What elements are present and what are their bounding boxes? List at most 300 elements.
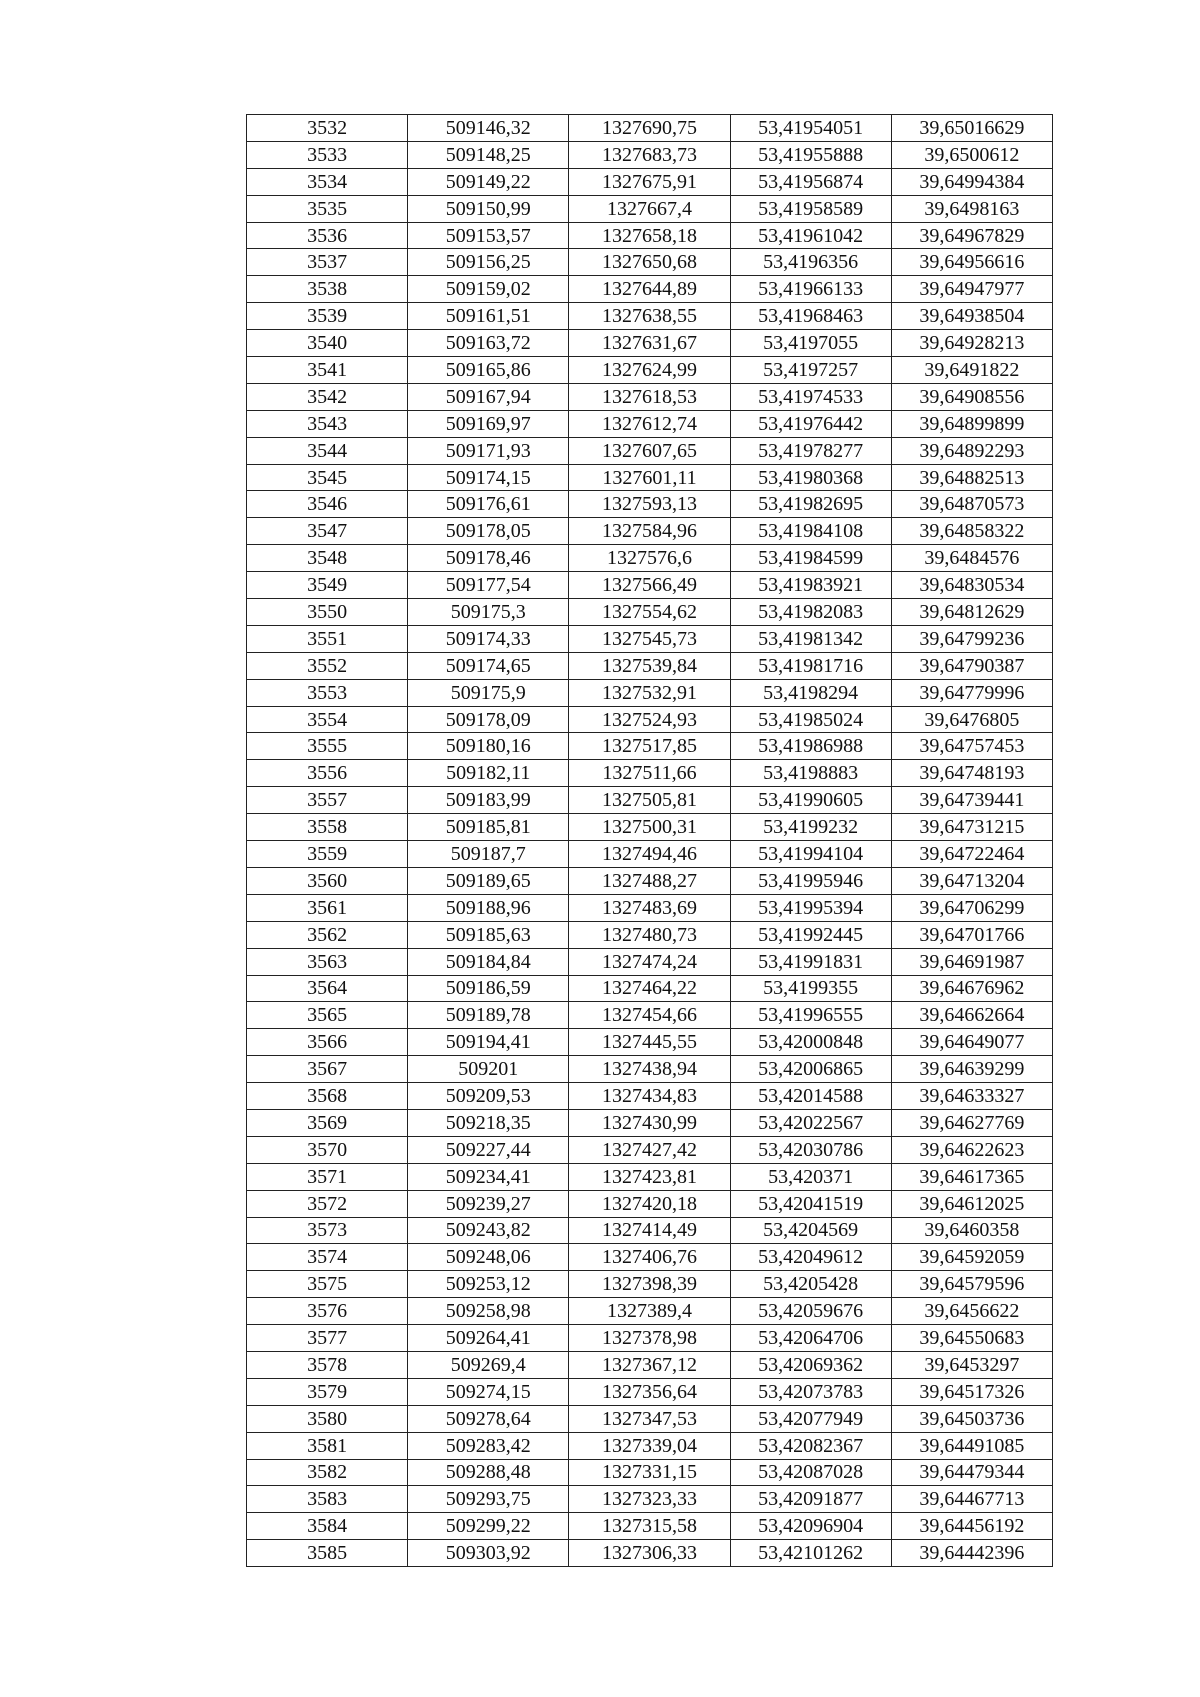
longitude-cell: 39,64691987 (891, 948, 1052, 975)
point-number-cell: 3570 (247, 1136, 408, 1163)
x-coordinate-cell: 509243,82 (408, 1217, 569, 1244)
point-number-cell: 3537 (247, 249, 408, 276)
y-coordinate-cell: 1327323,33 (569, 1486, 730, 1513)
y-coordinate-cell: 1327618,53 (569, 383, 730, 410)
longitude-cell: 39,64479344 (891, 1459, 1052, 1486)
point-number-cell: 3556 (247, 760, 408, 787)
point-number-cell: 3585 (247, 1540, 408, 1567)
point-number-cell: 3571 (247, 1163, 408, 1190)
x-coordinate-cell: 509299,22 (408, 1513, 569, 1540)
y-coordinate-cell: 1327624,99 (569, 357, 730, 384)
x-coordinate-cell: 509159,02 (408, 276, 569, 303)
point-number-cell: 3539 (247, 303, 408, 330)
latitude-cell: 53,41968463 (730, 303, 891, 330)
x-coordinate-cell: 509163,72 (408, 330, 569, 357)
y-coordinate-cell: 1327315,58 (569, 1513, 730, 1540)
longitude-cell: 39,64928213 (891, 330, 1052, 357)
point-number-cell: 3538 (247, 276, 408, 303)
table-row (247, 1163, 1053, 1190)
table-row (247, 1190, 1053, 1217)
longitude-cell: 39,64612025 (891, 1190, 1052, 1217)
longitude-cell: 39,64956616 (891, 249, 1052, 276)
x-coordinate-cell: 509171,93 (408, 437, 569, 464)
point-number-cell: 3567 (247, 1056, 408, 1083)
table-row (247, 1459, 1053, 1486)
longitude-cell: 39,64947977 (891, 276, 1052, 303)
y-coordinate-cell: 1327500,31 (569, 814, 730, 841)
y-coordinate-cell: 1327650,68 (569, 249, 730, 276)
table-row (247, 1029, 1053, 1056)
point-number-cell: 3561 (247, 894, 408, 921)
y-coordinate-cell: 1327554,62 (569, 599, 730, 626)
x-coordinate-cell: 509269,4 (408, 1351, 569, 1378)
latitude-cell: 53,41984108 (730, 518, 891, 545)
table-row (247, 1378, 1053, 1405)
point-number-cell: 3573 (247, 1217, 408, 1244)
point-number-cell: 3545 (247, 464, 408, 491)
table-row (247, 841, 1053, 868)
x-coordinate-cell: 509248,06 (408, 1244, 569, 1271)
table-row (247, 921, 1053, 948)
latitude-cell: 53,42091877 (730, 1486, 891, 1513)
table-row (247, 1083, 1053, 1110)
latitude-cell: 53,4199232 (730, 814, 891, 841)
point-number-cell: 3541 (247, 357, 408, 384)
table-row (247, 1244, 1053, 1271)
y-coordinate-cell: 1327430,99 (569, 1109, 730, 1136)
x-coordinate-cell: 509153,57 (408, 222, 569, 249)
table-row (247, 1540, 1053, 1567)
table-row (247, 222, 1053, 249)
x-coordinate-cell: 509253,12 (408, 1271, 569, 1298)
x-coordinate-cell: 509283,42 (408, 1432, 569, 1459)
latitude-cell: 53,4205428 (730, 1271, 891, 1298)
x-coordinate-cell: 509178,09 (408, 706, 569, 733)
y-coordinate-cell: 1327612,74 (569, 410, 730, 437)
latitude-cell: 53,41994104 (730, 841, 891, 868)
latitude-cell: 53,4196356 (730, 249, 891, 276)
table-row (247, 518, 1053, 545)
latitude-cell: 53,41995394 (730, 894, 891, 921)
latitude-cell: 53,42030786 (730, 1136, 891, 1163)
latitude-cell: 53,41983921 (730, 572, 891, 599)
y-coordinate-cell: 1327644,89 (569, 276, 730, 303)
x-coordinate-cell: 509258,98 (408, 1298, 569, 1325)
y-coordinate-cell: 1327454,66 (569, 1002, 730, 1029)
table-row (247, 1298, 1053, 1325)
y-coordinate-cell: 1327607,65 (569, 437, 730, 464)
table-row (247, 1136, 1053, 1163)
point-number-cell: 3546 (247, 491, 408, 518)
y-coordinate-cell: 1327339,04 (569, 1432, 730, 1459)
latitude-cell: 53,4198294 (730, 679, 891, 706)
table-row (247, 814, 1053, 841)
x-coordinate-cell: 509178,46 (408, 545, 569, 572)
y-coordinate-cell: 1327505,81 (569, 787, 730, 814)
coordinates-table (246, 114, 1053, 1567)
longitude-cell: 39,64799236 (891, 625, 1052, 652)
y-coordinate-cell: 1327517,85 (569, 733, 730, 760)
longitude-cell: 39,64676962 (891, 975, 1052, 1002)
y-coordinate-cell: 1327306,33 (569, 1540, 730, 1567)
point-number-cell: 3565 (247, 1002, 408, 1029)
latitude-cell: 53,4197257 (730, 357, 891, 384)
table-row (247, 276, 1053, 303)
point-number-cell: 3569 (247, 1109, 408, 1136)
x-coordinate-cell: 509201 (408, 1056, 569, 1083)
table-row (247, 410, 1053, 437)
point-number-cell: 3549 (247, 572, 408, 599)
y-coordinate-cell: 1327423,81 (569, 1163, 730, 1190)
latitude-cell: 53,42082367 (730, 1432, 891, 1459)
longitude-cell: 39,64649077 (891, 1029, 1052, 1056)
x-coordinate-cell: 509175,9 (408, 679, 569, 706)
point-number-cell: 3553 (247, 679, 408, 706)
latitude-cell: 53,41978277 (730, 437, 891, 464)
table-row (247, 760, 1053, 787)
latitude-cell: 53,42101262 (730, 1540, 891, 1567)
latitude-cell: 53,42049612 (730, 1244, 891, 1271)
latitude-cell: 53,41991831 (730, 948, 891, 975)
x-coordinate-cell: 509178,05 (408, 518, 569, 545)
latitude-cell: 53,41966133 (730, 276, 891, 303)
table-row (247, 733, 1053, 760)
y-coordinate-cell: 1327434,83 (569, 1083, 730, 1110)
y-coordinate-cell: 1327389,4 (569, 1298, 730, 1325)
y-coordinate-cell: 1327593,13 (569, 491, 730, 518)
longitude-cell: 39,64994384 (891, 168, 1052, 195)
x-coordinate-cell: 509175,3 (408, 599, 569, 626)
longitude-cell: 39,6476805 (891, 706, 1052, 733)
latitude-cell: 53,41985024 (730, 706, 891, 733)
latitude-cell: 53,41980368 (730, 464, 891, 491)
point-number-cell: 3550 (247, 599, 408, 626)
y-coordinate-cell: 1327438,94 (569, 1056, 730, 1083)
x-coordinate-cell: 509165,86 (408, 357, 569, 384)
y-coordinate-cell: 1327584,96 (569, 518, 730, 545)
y-coordinate-cell: 1327331,15 (569, 1459, 730, 1486)
y-coordinate-cell: 1327378,98 (569, 1325, 730, 1352)
y-coordinate-cell: 1327483,69 (569, 894, 730, 921)
longitude-cell: 39,64633327 (891, 1083, 1052, 1110)
point-number-cell: 3574 (247, 1244, 408, 1271)
latitude-cell: 53,41958589 (730, 195, 891, 222)
point-number-cell: 3543 (247, 410, 408, 437)
x-coordinate-cell: 509264,41 (408, 1325, 569, 1352)
point-number-cell: 3584 (247, 1513, 408, 1540)
longitude-cell: 39,64967829 (891, 222, 1052, 249)
latitude-cell: 53,420371 (730, 1163, 891, 1190)
longitude-cell: 39,64779996 (891, 679, 1052, 706)
x-coordinate-cell: 509194,41 (408, 1029, 569, 1056)
y-coordinate-cell: 1327545,73 (569, 625, 730, 652)
longitude-cell: 39,64627769 (891, 1109, 1052, 1136)
longitude-cell: 39,6500612 (891, 141, 1052, 168)
table-row (247, 787, 1053, 814)
point-number-cell: 3551 (247, 625, 408, 652)
y-coordinate-cell: 1327464,22 (569, 975, 730, 1002)
longitude-cell: 39,64517326 (891, 1378, 1052, 1405)
table-row (247, 1056, 1053, 1083)
point-number-cell: 3536 (247, 222, 408, 249)
x-coordinate-cell: 509188,96 (408, 894, 569, 921)
latitude-cell: 53,41982083 (730, 599, 891, 626)
y-coordinate-cell: 1327406,76 (569, 1244, 730, 1271)
longitude-cell: 39,64790387 (891, 652, 1052, 679)
point-number-cell: 3575 (247, 1271, 408, 1298)
y-coordinate-cell: 1327356,64 (569, 1378, 730, 1405)
longitude-cell: 39,64830534 (891, 572, 1052, 599)
longitude-cell: 39,64812629 (891, 599, 1052, 626)
latitude-cell: 53,41954051 (730, 115, 891, 142)
y-coordinate-cell: 1327566,49 (569, 572, 730, 599)
table-row (247, 1432, 1053, 1459)
point-number-cell: 3566 (247, 1029, 408, 1056)
longitude-cell: 39,64908556 (891, 383, 1052, 410)
y-coordinate-cell: 1327667,4 (569, 195, 730, 222)
latitude-cell: 53,41986988 (730, 733, 891, 760)
point-number-cell: 3544 (247, 437, 408, 464)
latitude-cell: 53,41961042 (730, 222, 891, 249)
longitude-cell: 39,6456622 (891, 1298, 1052, 1325)
latitude-cell: 53,41955888 (730, 141, 891, 168)
latitude-cell: 53,42064706 (730, 1325, 891, 1352)
table-row (247, 706, 1053, 733)
latitude-cell: 53,42014588 (730, 1083, 891, 1110)
y-coordinate-cell: 1327427,42 (569, 1136, 730, 1163)
latitude-cell: 53,4204569 (730, 1217, 891, 1244)
point-number-cell: 3535 (247, 195, 408, 222)
x-coordinate-cell: 509288,48 (408, 1459, 569, 1486)
table-row (247, 625, 1053, 652)
longitude-cell: 39,64467713 (891, 1486, 1052, 1513)
longitude-cell: 39,64882513 (891, 464, 1052, 491)
latitude-cell: 53,42096904 (730, 1513, 891, 1540)
longitude-cell: 39,64617365 (891, 1163, 1052, 1190)
longitude-cell: 39,65016629 (891, 115, 1052, 142)
table-row (247, 168, 1053, 195)
x-coordinate-cell: 509149,22 (408, 168, 569, 195)
latitude-cell: 53,41956874 (730, 168, 891, 195)
table-row (247, 115, 1053, 142)
longitude-cell: 39,64592059 (891, 1244, 1052, 1271)
x-coordinate-cell: 509169,97 (408, 410, 569, 437)
point-number-cell: 3576 (247, 1298, 408, 1325)
longitude-cell: 39,6498163 (891, 195, 1052, 222)
x-coordinate-cell: 509174,65 (408, 652, 569, 679)
y-coordinate-cell: 1327631,67 (569, 330, 730, 357)
point-number-cell: 3559 (247, 841, 408, 868)
latitude-cell: 53,41974533 (730, 383, 891, 410)
x-coordinate-cell: 509156,25 (408, 249, 569, 276)
table-row (247, 679, 1053, 706)
point-number-cell: 3562 (247, 921, 408, 948)
x-coordinate-cell: 509174,15 (408, 464, 569, 491)
y-coordinate-cell: 1327683,73 (569, 141, 730, 168)
table-row (247, 1513, 1053, 1540)
latitude-cell: 53,41981716 (730, 652, 891, 679)
table-row (247, 1325, 1053, 1352)
x-coordinate-cell: 509150,99 (408, 195, 569, 222)
latitude-cell: 53,42022567 (730, 1109, 891, 1136)
table-row (247, 464, 1053, 491)
longitude-cell: 39,64892293 (891, 437, 1052, 464)
x-coordinate-cell: 509185,81 (408, 814, 569, 841)
x-coordinate-cell: 509182,11 (408, 760, 569, 787)
y-coordinate-cell: 1327690,75 (569, 115, 730, 142)
table-row (247, 357, 1053, 384)
point-number-cell: 3582 (247, 1459, 408, 1486)
table-row (247, 303, 1053, 330)
longitude-cell: 39,64491085 (891, 1432, 1052, 1459)
point-number-cell: 3554 (247, 706, 408, 733)
x-coordinate-cell: 509148,25 (408, 141, 569, 168)
longitude-cell: 39,64622623 (891, 1136, 1052, 1163)
y-coordinate-cell: 1327420,18 (569, 1190, 730, 1217)
y-coordinate-cell: 1327367,12 (569, 1351, 730, 1378)
table-row (247, 572, 1053, 599)
table-row (247, 491, 1053, 518)
longitude-cell: 39,6484576 (891, 545, 1052, 572)
y-coordinate-cell: 1327539,84 (569, 652, 730, 679)
x-coordinate-cell: 509239,27 (408, 1190, 569, 1217)
x-coordinate-cell: 509180,16 (408, 733, 569, 760)
table-row (247, 1002, 1053, 1029)
latitude-cell: 53,42087028 (730, 1459, 891, 1486)
longitude-cell: 39,64701766 (891, 921, 1052, 948)
table-row (247, 652, 1053, 679)
table-row (247, 1271, 1053, 1298)
longitude-cell: 39,64870573 (891, 491, 1052, 518)
longitude-cell: 39,64639299 (891, 1056, 1052, 1083)
latitude-cell: 53,42059676 (730, 1298, 891, 1325)
y-coordinate-cell: 1327480,73 (569, 921, 730, 948)
x-coordinate-cell: 509234,41 (408, 1163, 569, 1190)
longitude-cell: 39,6460358 (891, 1217, 1052, 1244)
table-row (247, 599, 1053, 626)
y-coordinate-cell: 1327414,49 (569, 1217, 730, 1244)
latitude-cell: 53,42000848 (730, 1029, 891, 1056)
x-coordinate-cell: 509185,63 (408, 921, 569, 948)
point-number-cell: 3555 (247, 733, 408, 760)
latitude-cell: 53,4198883 (730, 760, 891, 787)
longitude-cell: 39,64503736 (891, 1405, 1052, 1432)
table-row (247, 975, 1053, 1002)
point-number-cell: 3579 (247, 1378, 408, 1405)
table-row (247, 867, 1053, 894)
x-coordinate-cell: 509161,51 (408, 303, 569, 330)
x-coordinate-cell: 509209,53 (408, 1083, 569, 1110)
x-coordinate-cell: 509189,65 (408, 867, 569, 894)
longitude-cell: 39,64550683 (891, 1325, 1052, 1352)
table-row (247, 141, 1053, 168)
latitude-cell: 53,41982695 (730, 491, 891, 518)
longitude-cell: 39,64757453 (891, 733, 1052, 760)
table-row (247, 437, 1053, 464)
point-number-cell: 3552 (247, 652, 408, 679)
point-number-cell: 3568 (247, 1083, 408, 1110)
point-number-cell: 3547 (247, 518, 408, 545)
table-row (247, 1109, 1053, 1136)
longitude-cell: 39,6491822 (891, 357, 1052, 384)
x-coordinate-cell: 509177,54 (408, 572, 569, 599)
x-coordinate-cell: 509227,44 (408, 1136, 569, 1163)
point-number-cell: 3577 (247, 1325, 408, 1352)
x-coordinate-cell: 509187,7 (408, 841, 569, 868)
table-row (247, 330, 1053, 357)
x-coordinate-cell: 509176,61 (408, 491, 569, 518)
longitude-cell: 39,64748193 (891, 760, 1052, 787)
y-coordinate-cell: 1327488,27 (569, 867, 730, 894)
point-number-cell: 3560 (247, 867, 408, 894)
latitude-cell: 53,4199355 (730, 975, 891, 1002)
latitude-cell: 53,4197055 (730, 330, 891, 357)
point-number-cell: 3578 (247, 1351, 408, 1378)
y-coordinate-cell: 1327347,53 (569, 1405, 730, 1432)
point-number-cell: 3572 (247, 1190, 408, 1217)
x-coordinate-cell: 509293,75 (408, 1486, 569, 1513)
point-number-cell: 3534 (247, 168, 408, 195)
latitude-cell: 53,42077949 (730, 1405, 891, 1432)
latitude-cell: 53,42006865 (730, 1056, 891, 1083)
table-row (247, 545, 1053, 572)
x-coordinate-cell: 509186,59 (408, 975, 569, 1002)
y-coordinate-cell: 1327511,66 (569, 760, 730, 787)
coordinates-table-body (247, 115, 1053, 1567)
latitude-cell: 53,41981342 (730, 625, 891, 652)
latitude-cell: 53,42073783 (730, 1378, 891, 1405)
y-coordinate-cell: 1327474,24 (569, 948, 730, 975)
latitude-cell: 53,41984599 (730, 545, 891, 572)
x-coordinate-cell: 509189,78 (408, 1002, 569, 1029)
y-coordinate-cell: 1327658,18 (569, 222, 730, 249)
latitude-cell: 53,42041519 (730, 1190, 891, 1217)
longitude-cell: 39,64938504 (891, 303, 1052, 330)
x-coordinate-cell: 509278,64 (408, 1405, 569, 1432)
y-coordinate-cell: 1327675,91 (569, 168, 730, 195)
x-coordinate-cell: 509183,99 (408, 787, 569, 814)
longitude-cell: 39,64713204 (891, 867, 1052, 894)
longitude-cell: 39,64739441 (891, 787, 1052, 814)
point-number-cell: 3557 (247, 787, 408, 814)
y-coordinate-cell: 1327494,46 (569, 841, 730, 868)
table-row (247, 894, 1053, 921)
x-coordinate-cell: 509184,84 (408, 948, 569, 975)
y-coordinate-cell: 1327445,55 (569, 1029, 730, 1056)
point-number-cell: 3580 (247, 1405, 408, 1432)
point-number-cell: 3563 (247, 948, 408, 975)
point-number-cell: 3533 (247, 141, 408, 168)
point-number-cell: 3581 (247, 1432, 408, 1459)
y-coordinate-cell: 1327576,6 (569, 545, 730, 572)
table-row (247, 1351, 1053, 1378)
x-coordinate-cell: 509146,32 (408, 115, 569, 142)
x-coordinate-cell: 509274,15 (408, 1378, 569, 1405)
x-coordinate-cell: 509174,33 (408, 625, 569, 652)
longitude-cell: 39,64662664 (891, 1002, 1052, 1029)
y-coordinate-cell: 1327532,91 (569, 679, 730, 706)
longitude-cell: 39,64858322 (891, 518, 1052, 545)
table-row (247, 195, 1053, 222)
longitude-cell: 39,64899899 (891, 410, 1052, 437)
y-coordinate-cell: 1327398,39 (569, 1271, 730, 1298)
longitude-cell: 39,6453297 (891, 1351, 1052, 1378)
latitude-cell: 53,41996555 (730, 1002, 891, 1029)
point-number-cell: 3558 (247, 814, 408, 841)
point-number-cell: 3583 (247, 1486, 408, 1513)
point-number-cell: 3542 (247, 383, 408, 410)
point-number-cell: 3548 (247, 545, 408, 572)
